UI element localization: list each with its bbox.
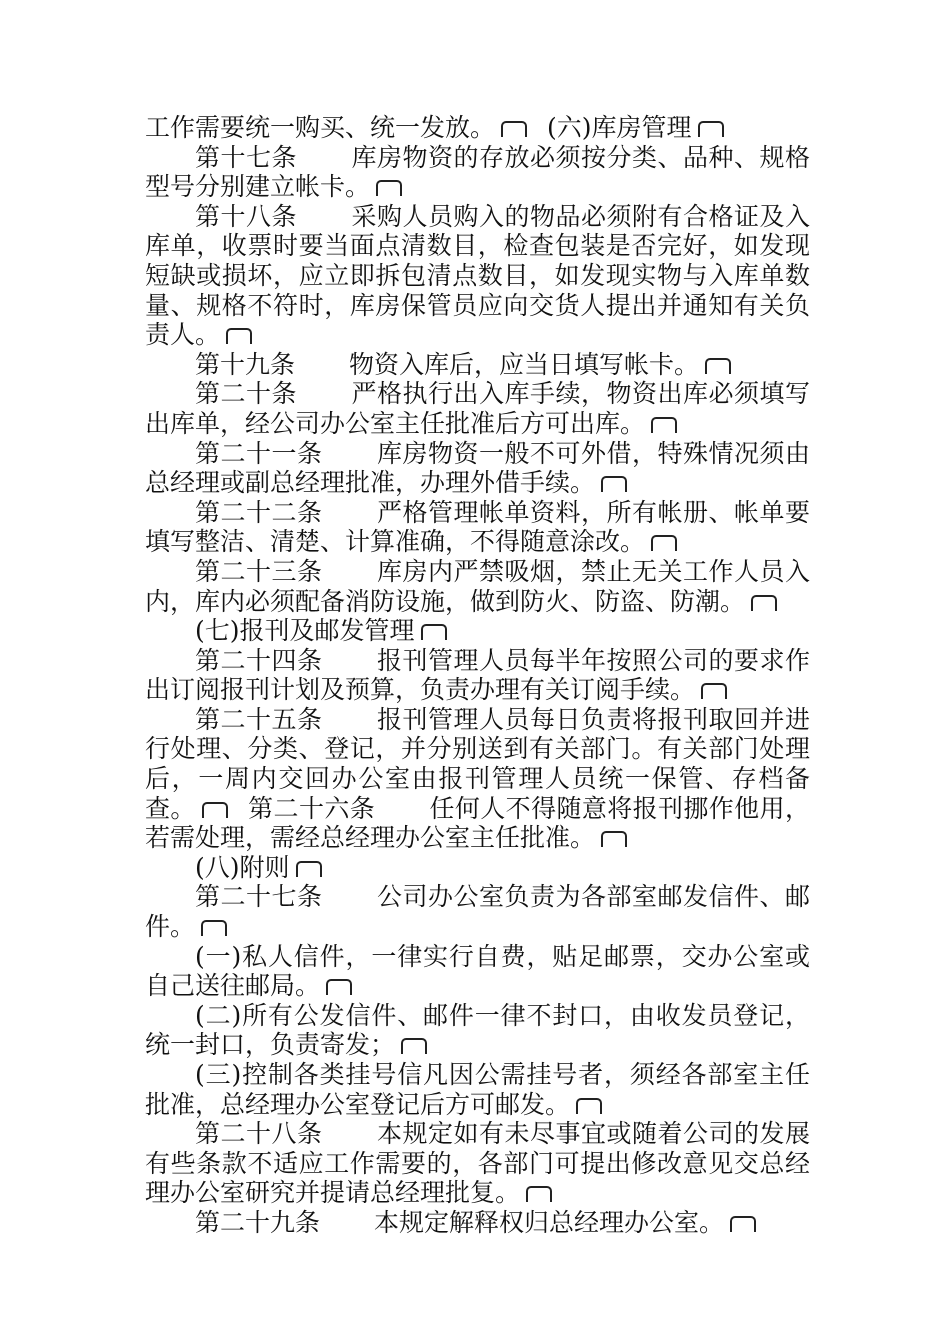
paragraph-mark-icon — [226, 328, 252, 344]
article-17 — [145, 143, 810, 202]
paragraph-mark-icon — [421, 624, 447, 640]
article-text: 报刊管理人员每日负责将报刊取回并进行处理、分类、登记，并分别送到有关部门。有关部门处理后，一周内交回办公室由报刊管理人员统一保管、存档备查。 — [145, 704, 810, 823]
article-22 — [145, 498, 810, 557]
article-23 — [145, 557, 810, 616]
section-heading: (八)附则 — [195, 852, 290, 882]
section-heading-7 — [145, 616, 810, 646]
article-text: 报刊管理人员每半年按照公司的要求作出订阅报刊计划及预算，负责办理有关订阅手续。 — [145, 645, 810, 705]
article-number: 第二十六条 — [247, 793, 376, 823]
paragraph-mark-icon — [376, 180, 402, 196]
para-text: 工作需要统一购买、统一发放。 — [145, 113, 496, 142]
article-number: 第十九条 — [195, 349, 296, 379]
article-text: 任何人不得随意将报刊挪作他用，若需处理，需经总经理办公室主任批准。 — [145, 793, 810, 853]
clause-1 — [145, 942, 810, 1001]
clause-text: (二)所有公发信件、邮件一律不封口，由收发员登记，统一封口，负责寄发； — [145, 1000, 810, 1060]
article-25-26 — [145, 705, 810, 853]
article-number: 第二十四条 — [195, 645, 323, 675]
article-number: 第二十七条 — [195, 882, 323, 912]
paragraph-mark-icon — [601, 476, 627, 492]
paragraph-mark-icon — [201, 920, 227, 936]
clause-text: (三)控制各类挂号信凡因公需挂号者，须经各部室主任批准，总经理办公室登记后方可邮发。 — [145, 1060, 810, 1119]
article-number: 第二十二条 — [195, 497, 323, 527]
article-24 — [145, 646, 810, 705]
article-19 — [145, 350, 810, 380]
section-heading-storage: (六)库房管理 — [547, 113, 692, 142]
document-body — [145, 113, 810, 1238]
paragraph-mark-icon — [326, 979, 352, 995]
article-number: 第二十八条 — [195, 1119, 323, 1149]
paragraph-mark-icon — [601, 831, 627, 847]
paragraph-mark-icon — [698, 121, 724, 137]
paragraph-mark-icon — [576, 1098, 602, 1114]
clause-3 — [145, 1060, 810, 1119]
paragraph-mark-icon — [651, 535, 677, 551]
paragraph-mark-icon — [701, 683, 727, 699]
paragraph-mark-icon — [526, 1186, 552, 1202]
article-21 — [145, 439, 810, 498]
article-text: 严格管理帐单资料，所有帐册、帐单要填写整洁、清楚、计算准确，不得随意涂改。 — [145, 497, 810, 557]
article-text: 物资入库后，应当日填写帐卡。 — [349, 349, 700, 379]
paragraph-mark-icon — [296, 861, 322, 877]
article-29 — [145, 1208, 810, 1238]
article-text: 严格执行出入库手续，物资出库必须填写出库单，经公司办公室主任批准后方可出库。 — [145, 379, 810, 438]
article-number: 第二十九条 — [195, 1207, 321, 1237]
paragraph-p1 — [145, 113, 810, 143]
article-text: 库房物资一般不可外借，特殊情况须由总经理或副总经理批准，办理外借手续。 — [145, 438, 810, 498]
article-text: 公司办公室负责为各部室邮发信件、邮件。 — [145, 882, 810, 942]
article-text: 本规定如有未尽事宜或随着公司的发展有些条款不适应工作需要的，各部门可提出修改意见交总经理办公室研究并提请总经理批复。 — [145, 1119, 810, 1208]
article-18 — [145, 202, 810, 350]
paragraph-mark-icon — [202, 802, 228, 818]
paragraph-mark-icon — [651, 417, 677, 433]
article-number: 第二十三条 — [195, 556, 323, 586]
article-number: 第十八条 — [195, 201, 297, 231]
clause-text: (一)私人信件，一律实行自费，贴足邮票，交办公室或自己送往邮局。 — [145, 941, 810, 1001]
section-heading: (七)报刊及邮发管理 — [195, 616, 415, 646]
article-text: 库房物资的存放必须按分类、品种、规格型号分别建立帐卡。 — [145, 142, 810, 202]
article-20 — [145, 379, 810, 438]
article-number: 第二十一条 — [195, 438, 323, 468]
section-heading-8 — [145, 853, 810, 883]
article-number: 第十七条 — [195, 142, 297, 172]
paragraph-mark-icon — [705, 358, 731, 374]
article-27 — [145, 882, 810, 941]
paragraph-mark-icon — [751, 595, 777, 611]
article-text: 库房内严禁吸烟，禁止无关工作人员入内，库内必须配备消防设施，做到防火、防盗、防潮。 — [145, 556, 810, 616]
article-text: 本规定解释权归总经理办公室。 — [374, 1207, 725, 1237]
article-text: 采购人员购入的物品必须附有合格证及入库单，收票时要当面点清数目，检查包装是否完好，如发现短缺或损坏，应立即拆包清点数目，如发现实物与入库单数量、规格不符时，库房保管员应向交货人提出并通知有关负责人。 — [145, 201, 810, 350]
paragraph-mark-icon — [730, 1216, 756, 1232]
paragraph-mark-icon — [401, 1038, 427, 1054]
article-28 — [145, 1119, 810, 1208]
clause-2 — [145, 1001, 810, 1060]
article-number: 第二十条 — [195, 379, 297, 409]
paragraph-mark-icon — [501, 121, 527, 137]
article-number: 第二十五条 — [195, 704, 323, 734]
